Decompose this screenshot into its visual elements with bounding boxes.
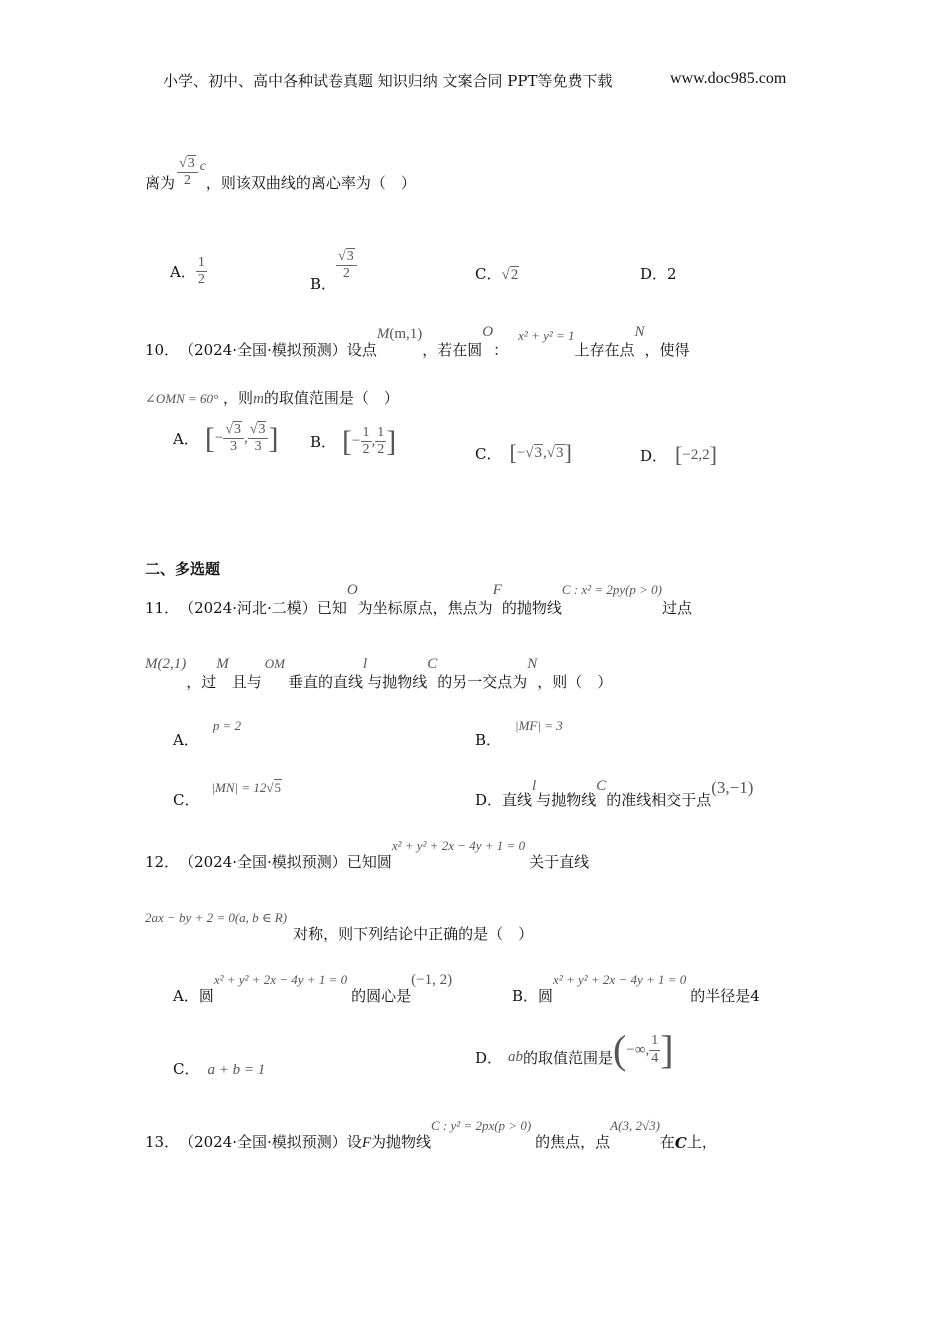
q11-option-a[interactable]: A． p = 2 (173, 718, 242, 749)
q10-option-b[interactable]: B． [ − $\frac{1}{2}$ , $\frac{1}{2}$ ] (310, 424, 397, 458)
q11-option-c[interactable]: C． |MN| = 12√5 (173, 780, 282, 809)
q12-option-a[interactable]: A． 圆 x² + y² + 2x − 4y + 1 = 0 的圆心是 (−1, 2) (173, 972, 453, 1005)
q12-stem-line2: 2ax − by + 2 = 0(a, b ∈ R) 对称，则下列结论中正确的是（ ） (145, 910, 534, 943)
q12-option-c[interactable]: C． a + b = 1 (173, 1060, 266, 1078)
section-title: 二、多选题 (145, 560, 221, 578)
q11-option-b[interactable]: B． |MF| = 3 (475, 718, 563, 749)
q13-stem-line1: 13． （2024·全国·模拟预测） 设 F 为抛物线 C : y² = 2px(p > 0) 的焦点，点 A(3, 2√3) 在 C 上， (145, 1118, 717, 1152)
q11-stem-line2: M(2,1) ，过 M 且与 OM 垂直的直线 l 与抛物线 C 的另一交点为 N ，则（ ） (145, 656, 613, 691)
q11-option-d[interactable]: D． 直线 l 与抛物线 C 的准线相交于点 (3,−1) (475, 778, 754, 809)
q12-option-b[interactable]: B． 圆 x² + y² + 2x − 4y + 1 = 0 的半径是4 (512, 972, 760, 1005)
q9-option-c[interactable]: C．√2 (475, 265, 519, 283)
q9-option-a[interactable]: A． $\frac{1}{2}$ (170, 255, 205, 288)
q9-fraction: $\frac{√3}{2}$ (177, 156, 198, 189)
q10-stem-line2: ∠OMN = 60° ，则m的取值范围是（ ） (145, 389, 399, 407)
header-title: 小学、初中、高中各种试卷真题 知识归纳 文案合同 PPT等免费下载 (163, 72, 613, 90)
q9-option-d[interactable]: D．2 (640, 265, 677, 283)
page-header (163, 70, 613, 91)
q10-option-d[interactable]: D． [ −2,2 ] (640, 442, 717, 467)
q12-option-d[interactable]: D． ab 的取值范围是 ( −∞, $\frac{1}{4}$ ] (475, 1027, 674, 1072)
q10-stem-line1: 10． （2024·全国·模拟预测） 设点 M(m,1) ，若在圆 O ： x² + y² = 1 上存在点 N ，使得 (145, 324, 690, 359)
q10-option-a[interactable]: A． [ − $\frac{√3}{3}$ , $\frac{√3}{3}$ ] (173, 421, 279, 455)
q9-option-b[interactable]: B． $\frac{√3}{2}$ (310, 237, 357, 294)
q12-stem-line1: 12． （2024·全国·模拟预测） 已知圆 x² + y² + 2x − 4y + 1 = 0 关于直线 (145, 838, 590, 871)
header-site[interactable]: www.doc985.com (670, 70, 787, 87)
q10-option-c[interactable]: C． [ − √3 , √3 ] (475, 440, 572, 465)
q9-stem: 离为 $\frac{√3}{2}$ c ，则该双曲线的离心率为（ ） (145, 155, 416, 192)
q11-stem-line1: 11． （2024·河北·二模） 已知 O 为坐标原点，焦点为 F 的抛物线 C : x² = 2py(p > 0) 过点 (145, 582, 693, 617)
